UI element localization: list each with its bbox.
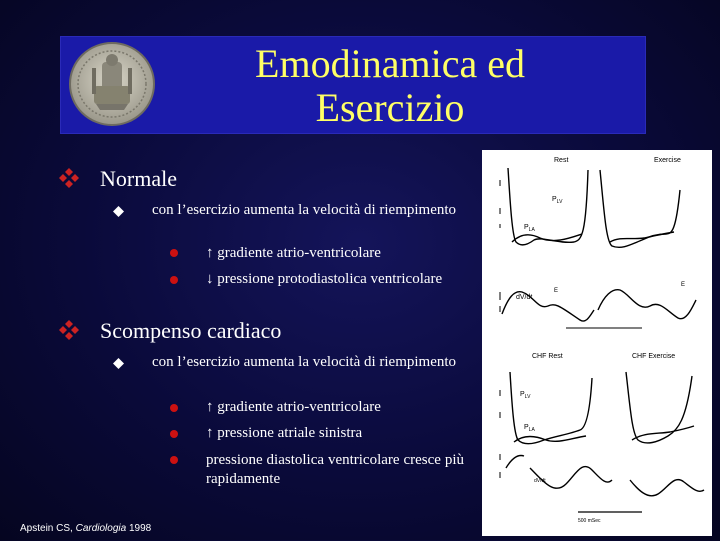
section-1-point-2: ↓ pressione protodiastolica ventricolare <box>206 271 443 287</box>
university-seal-icon <box>66 40 158 128</box>
citation-journal: Cardiologia <box>75 523 127 534</box>
label-rest: Rest <box>554 157 569 164</box>
label-scale: 500 mSec <box>578 518 601 524</box>
label-pla-chf: $P_{LA}$ <box>524 424 535 433</box>
label-e-exercise: E <box>681 282 686 288</box>
slide-title <box>160 42 620 130</box>
label-e-rest: E <box>554 288 559 294</box>
label-chf-rest: CHF Rest <box>532 353 563 360</box>
section-heading-normale: Normale <box>100 166 177 191</box>
section-2-point-2: ↑ pressione atriale sinistra <box>206 425 363 441</box>
section-2-subpoint: con l’esercizio aumenta la velocità di riempimento <box>152 354 457 370</box>
section-1-subpoint: con l’esercizio aumenta la velocità di riempimento <box>152 202 457 218</box>
tracing-curves <box>500 168 704 512</box>
label-plv-chf: $P_{LV}$ <box>520 391 531 400</box>
label-exercise: Exercise <box>654 157 681 164</box>
section-heading-scompenso: Scompenso cardiaco <box>100 318 282 343</box>
section-1-point-1: ↑ gradiente atrio-ventricolare <box>206 245 381 261</box>
red-dot-bullet-icon <box>170 430 178 438</box>
label-plv: $P_{LV}$ <box>552 196 563 205</box>
section-2-point-1: ↑ gradiente atrio-ventricolare <box>206 399 381 415</box>
label-dvdt-chf: dV/dt <box>534 478 546 484</box>
title-line-1: Emodinamica ed <box>255 41 525 86</box>
citation-author: Apstein CS, <box>20 523 76 534</box>
red-dot-bullet-icon <box>170 404 178 412</box>
red-dot-bullet-icon <box>170 249 178 257</box>
diamond-bullet-icon <box>113 358 124 369</box>
label-chf-exercise: CHF Exercise <box>632 353 676 360</box>
title-line-2: Esercizio <box>315 85 465 130</box>
diamond-bullet-icon <box>58 167 80 189</box>
diamond-bullet-icon <box>58 319 80 341</box>
label-pla: $P_{LA}$ <box>524 224 535 233</box>
pressure-tracings-figure <box>482 150 712 536</box>
section-2-point-3: pressione diastolica ventricolare cresce più rapidamente <box>206 452 464 487</box>
citation <box>20 523 151 534</box>
tracings-svg <box>482 150 712 536</box>
diamond-bullet-icon <box>113 206 124 217</box>
red-dot-bullet-icon <box>170 456 178 464</box>
citation-year: 1998 <box>126 523 152 534</box>
red-dot-bullet-icon <box>170 276 178 284</box>
label-dvdt: dV/dt <box>516 294 533 301</box>
